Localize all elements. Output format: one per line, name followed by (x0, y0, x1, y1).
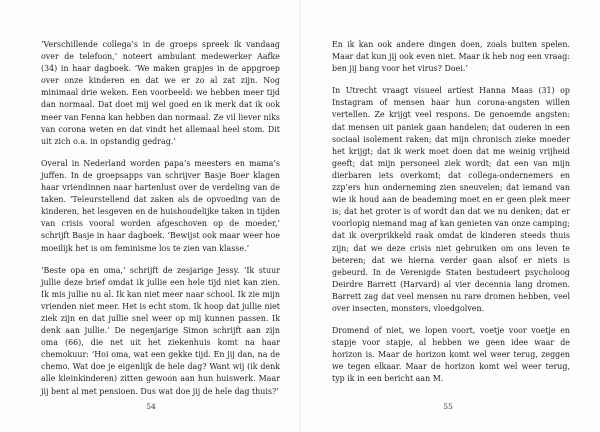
page-number-left: 54 (146, 402, 156, 411)
right-paragraph-2: In Utrecht vraagt visueel artiest Hanna Maas (31) op Instagram of mensen haar hun corona-angsten willen vertellen. Ze krijgt veel respons. De genoemde angsten: dat mensen uit paniek gaan handelen; dat ouderen in een sociaal isolement raken; dat mijn chronisch zieke moeder het krijgt; dat ik werk moet doen dat me weinig vrijheid geeft; dat mijn personeel ziek wordt; dat een van mijn dierbaren iets overkomt; dat collega-ondernemers en zzp’ers hun onderneming zien sneuvelen; dat iemand van wie ik houd aan de beademing moet en er geen plek meer is; dat het groter is of wordt dan dat we nu denken; dat er voorlopig niemand mag af kan genieten van onze camping; dat ik overprikkeld raak omdat de kinderen steeds thuis zijn; dat we deze crisis niet gebruiken om ons leven te beteren; dat we hierna verder gaan alsof er niets is gebeurd. In de Verenigde Staten bestudeert psycholoog Deirdre Barrett (Harvard) al vier decennia lang dromen. Barrett zag dat veel mensen nu rare dromen hebben, veel over insecten, monsters, vloedgolven. (332, 86, 570, 313)
right-paragraph-3: Dromend of niet, we lopen voort, voetje voor voetje en stapje voor stapje, al hebben we geen idee waar de horizon is. Maar de horizon komt wel weer terug, zeggen we tegen elkaar. Maar de horizon komt wel weer terug, typ ik in een bericht aan M. (332, 326, 570, 384)
right-paragraph-1: En ik kan ook andere dingen doen, zoals buiten spelen. Maar dat kun jij ook even niet. Maar ik heb nog een vraag: ben jij bang voor het virus? Doei.’ (332, 40, 570, 74)
right-page (300, 0, 600, 432)
left-paragraph-3: ‘Beste opa en oma,’ schrijft de zesjarige Jessy. ‘Ik stuur jullie deze brief omdat ik jullie een hele tijd niet kan zien. Ik mis jullie nu al. Ik kan niet meer naar school. Ik zie mijn vrienden niet meer. Het is echt stom. Ik hoop dat jullie niet ziek zijn en dat jullie snel weer op mij kunnen passen. Ik denk aan jullie.’ De negenjarige Simon schrijft aan zijn oma (66), die net uit het ziekenhuis komt na haar chemokuur: ‘Hoi oma, wat een gekke tijd. En jij dan, na de chemo. Wat doe je eigenlijk de hele dag? Want wij (ik denk alle kleinkinderen) zitten gewoon aan hun huiswerk. Maar jij bent al met pensioen. Dus wat doe jij de hele dag thuis?’ (41, 265, 280, 396)
left-paragraph-1: ‘Verschillende collega’s in de groeps spreek ik vandaag over de telefoon,’ noteert ambulant medewerker Aafke (34) in haar dagboek. ‘We maken grapjes in de appgroep over onze kinderen en dat we er zo al zat zijn. Nog minimaal drie weken. Een voorbeeld: we hebben meer tijd dan normaal. Dat doet mij wel goed en ik merk dat ik ook meer van Fenna kan hebben dan normaal. Ze vil liever niks van corona weten en dat vindt het allemaal heel stom. Dit uit zich o.a. in opstandig gedrag.’ (41, 40, 280, 146)
page-number-right: 55 (443, 402, 453, 411)
left-paragraph-2: Overal in Nederland worden papa’s meesters en mama’s juffen. In de groepsapps van schrijver Basje Boer klagen haar vriendinnen naar hartenlust over de verdeling van de taken. ‘Teleurstellend dat zaken als de opvoeding van de kinderen, het lesgeven en de huishoudelijke taken in tijden van crisis vooral worden afgeschoven op de moeder,’ schrijft Basje in haar dagboek. ‘Bewijst ook maar weer hoe moeilijk het is om feminisme los te zien van klasse.’ (41, 158, 280, 253)
